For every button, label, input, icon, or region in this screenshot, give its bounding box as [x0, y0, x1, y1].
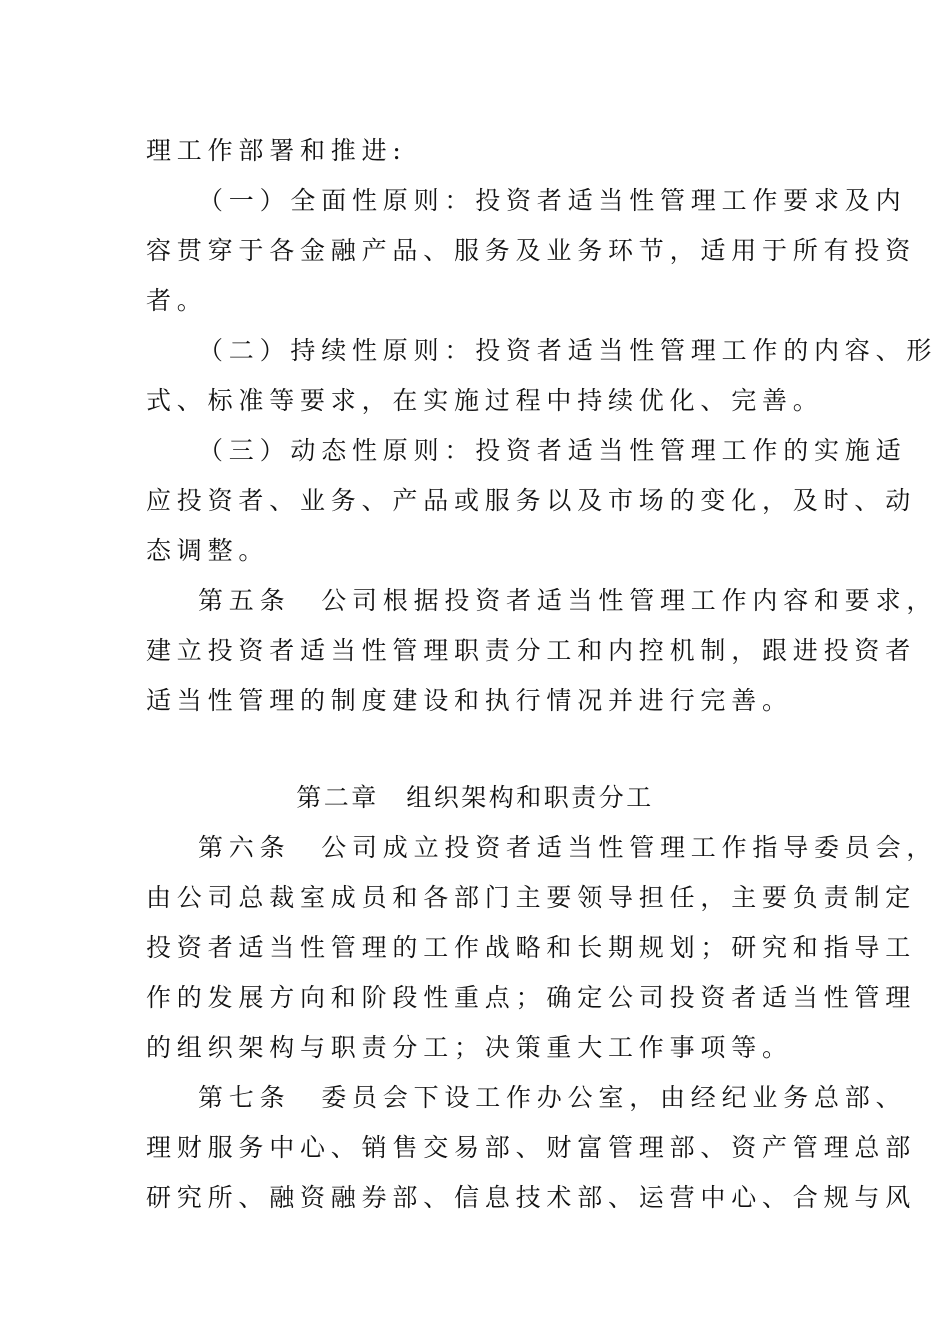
- paragraph-line: 适当性管理的制度建设和执行情况并进行完善。: [146, 686, 793, 715]
- principle-1-line: （一）全面性原则：投资者适当性管理工作要求及内: [198, 186, 907, 215]
- paragraph-line: 理财服务中心、销售交易部、财富管理部、资产管理总部: [146, 1133, 917, 1162]
- chapter-heading: 第二章 组织架构和职责分工: [296, 783, 654, 812]
- paragraph-line: 式、标准等要求，在实施过程中持续优化、完善。: [146, 386, 824, 415]
- principle-2-line: （二）持续性原则：投资者适当性管理工作的内容、形: [198, 336, 938, 365]
- article-6-line: 第六条 公司成立投资者适当性管理工作指导委员会，: [198, 833, 938, 862]
- article-7-line: 第七条 委员会下设工作办公室，由经纪业务总部、: [198, 1083, 907, 1112]
- paragraph-line: 容贯穿于各金融产品、服务及业务环节，适用于所有投资: [146, 236, 917, 265]
- article-5-line: 第五条 公司根据投资者适当性管理工作内容和要求，: [198, 586, 938, 615]
- paragraph-line: 态调整。: [146, 536, 270, 565]
- paragraph-line: 者。: [146, 286, 208, 315]
- paragraph-line: 理工作部署和推进:: [146, 136, 407, 165]
- paragraph-line: 投资者适当性管理的工作战略和长期规划；研究和指导工: [146, 933, 917, 962]
- paragraph-line: 研究所、融资融券部、信息技术部、运营中心、合规与风: [146, 1183, 917, 1212]
- paragraph-line: 作的发展方向和阶段性重点；确定公司投资者适当性管理: [146, 983, 917, 1012]
- paragraph-line: 由公司总裁室成员和各部门主要领导担任，主要负责制定: [146, 883, 917, 912]
- paragraph-line: 建立投资者适当性管理职责分工和内控机制，跟进投资者: [146, 636, 917, 665]
- paragraph-line: 应投资者、业务、产品或服务以及市场的变化，及时、动: [146, 486, 917, 515]
- paragraph-line: 的组织架构与职责分工；决策重大工作事项等。: [146, 1033, 793, 1062]
- principle-3-line: （三）动态性原则：投资者适当性管理工作的实施适: [198, 436, 907, 465]
